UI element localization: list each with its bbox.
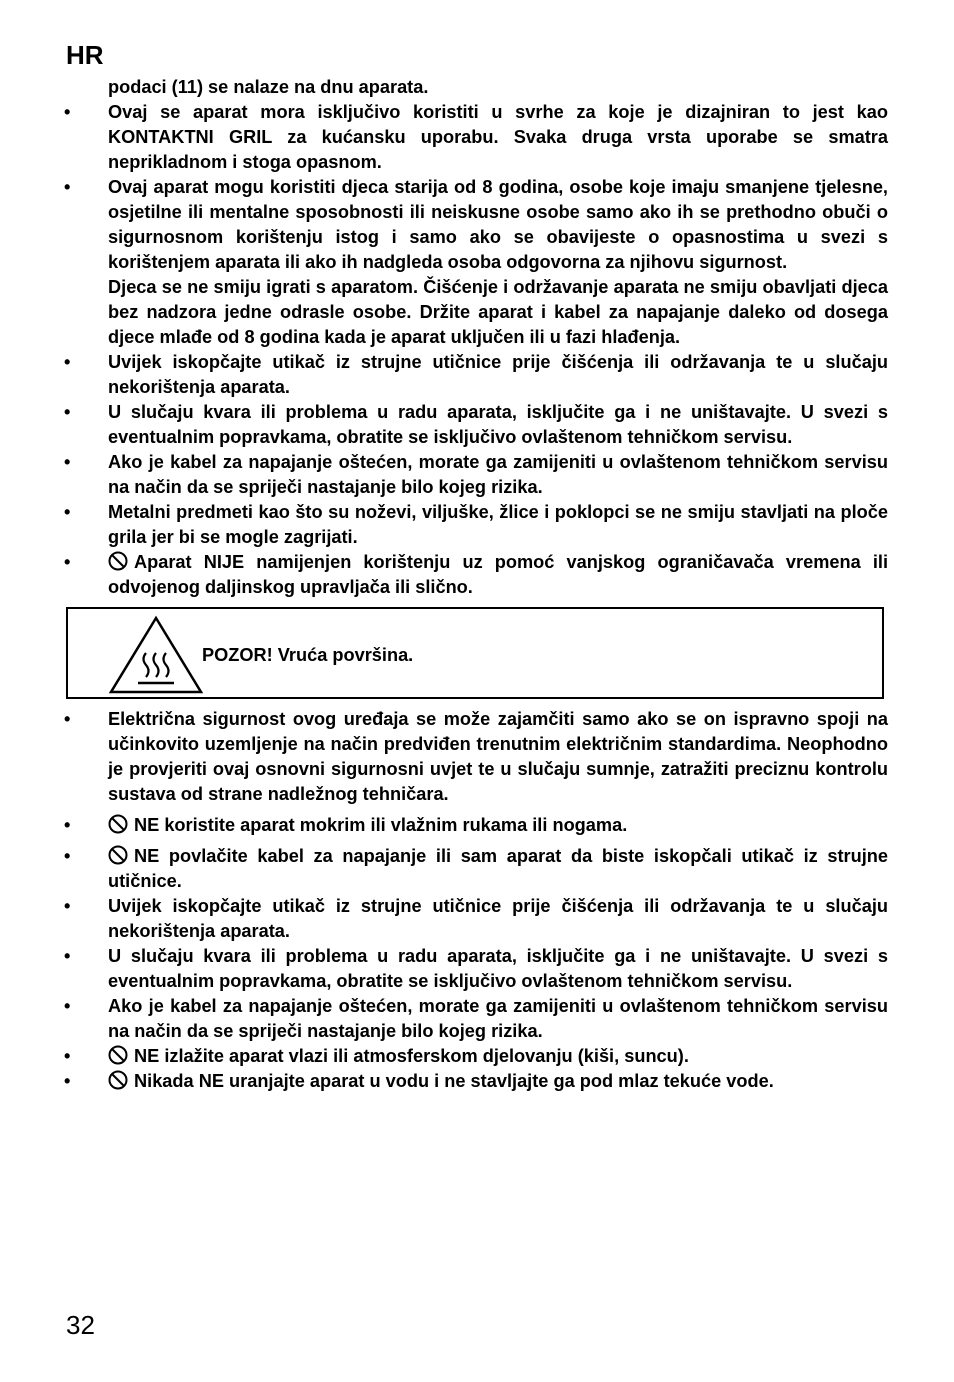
list-item: • Uvijek iskopčajte utikač iz strujne utičnice prije čišćenja ili održavanja te u slučaju nekorištenja aparata. (64, 894, 888, 944)
list-item: • Uvijek iskopčajte utikač iz strujne utičnice prije čišćenja ili održavanja te u slučaju nekorištenja aparata. (64, 350, 888, 400)
list-item: • Električna sigurnost ovog uređaja se može zajamčiti samo ako se on ispravno spoji na učinkovito uzemljenje na način predviđen trenutnim električnim standardima. Neophodno je provjeriti ovaj osnovni sigurnosni uvjet te u slučaju sumnje, zatražiti preciznu kontrolu sustava od strane nadležnog tehničara. (64, 707, 888, 807)
list-item: • U slučaju kvara ili problema u radu aparata, isključite ga i ne uništavajte. U svezi s eventualnim popravkama, obratite se isključivo ovlaštenom tehničkom servisu. (64, 944, 888, 994)
safety-instructions (64, 75, 888, 1094)
list-item: • Ako je kabel za napajanje oštećen, morate ga zamijeniti u ovlaštenom tehničkom servisu na način da se spriječi nastajanje bilo kojeg rizika. (64, 994, 888, 1044)
list-item (64, 1044, 888, 1069)
language-code: HR (66, 40, 104, 70)
intro-text: podaci (11) se nalaze na dnu aparata. (108, 77, 429, 97)
list-item-text: Nikada NE uranjajte aparat u vodu i ne stavljajte ga pod mlaz tekuće vode. (134, 1071, 774, 1091)
list-item-text: • Ovaj aparat mogu koristiti djeca starija od 8 godina, osobe koje imaju smanjene tjelesne, osjetilne ili mentalne sposobnosti ili neiskusne osobe samo ako ih se prethodno obuči o sigurnosnom korištenju istog i samo ako se obavijeste o opasnostima u svezi s korištenjem aparata ili ako ih nadgleda osoba odgovorna za njihovu sigurnost. (108, 177, 888, 272)
list-item (64, 550, 888, 600)
list-item: • U slučaju kvara ili problema u radu aparata, isključite ga i ne uništavajte. U svezi s eventualnim popravkama, obratite se isključivo ovlaštenom tehničkom servisu. (64, 400, 888, 450)
list-item (64, 844, 888, 894)
list-item (64, 175, 888, 350)
list-item (64, 813, 888, 838)
list-item-text: NE izlažite aparat vlazi ili atmosferskom djelovanju (kiši, suncu). (134, 1046, 689, 1066)
prohibited-icon (108, 1070, 128, 1090)
page-number: 32 (66, 1310, 95, 1340)
list-item (64, 1069, 888, 1094)
prohibited-icon (108, 1045, 128, 1065)
list-item-text: Aparat NIJE namijenjen korištenju uz pomoć vanjskog ograničavača vremena ili odvojenog daljinskog upravljača ili slično. (108, 552, 888, 597)
list-item-text: NE povlačite kabel za napajanje ili sam aparat da biste iskopčali utikač iz strujne utičnice. (108, 846, 888, 891)
hot-surface-warning-box (66, 607, 884, 699)
list-item: • Metalni predmeti kao što su noževi, viljuške, žlice i poklopci se ne smiju stavljati na ploče grila jer bi se mogle zagrijati. (64, 500, 888, 550)
list-item: • Ako je kabel za napajanje oštećen, morate ga zamijeniti u ovlaštenom tehničkom servisu na način da se spriječi nastajanje bilo kojeg rizika. (64, 450, 888, 500)
prohibited-icon (108, 814, 128, 834)
list-item-text: Djeca se ne smiju igrati s aparatom. Čišćenje i održavanje aparata ne smiju obavljati djeca bez nadzora jedne odrasle osobe. Držite aparat i kabel za napajanje daleko od dosega djece mlađe od 8 godina kada je aparat uključen ili u fazi hlađenja. (108, 277, 888, 347)
hot-surface-warning-icon (108, 615, 204, 695)
list-item: • Ovaj se aparat mora isključivo koristiti u svrhe za koje je dizajniran to jest kao KONTAKTNI GRIL za kućansku uporabu. Svaka druga vrsta uporabe se smatra neprikladnom i stoga opasnom. (64, 100, 888, 175)
warning-text: POZOR! Vruća površina. (202, 645, 414, 665)
prohibited-icon (108, 551, 128, 571)
prohibited-icon (108, 845, 128, 865)
list-item-text: NE koristite aparat mokrim ili vlažnim rukama ili nogama. (134, 815, 628, 835)
